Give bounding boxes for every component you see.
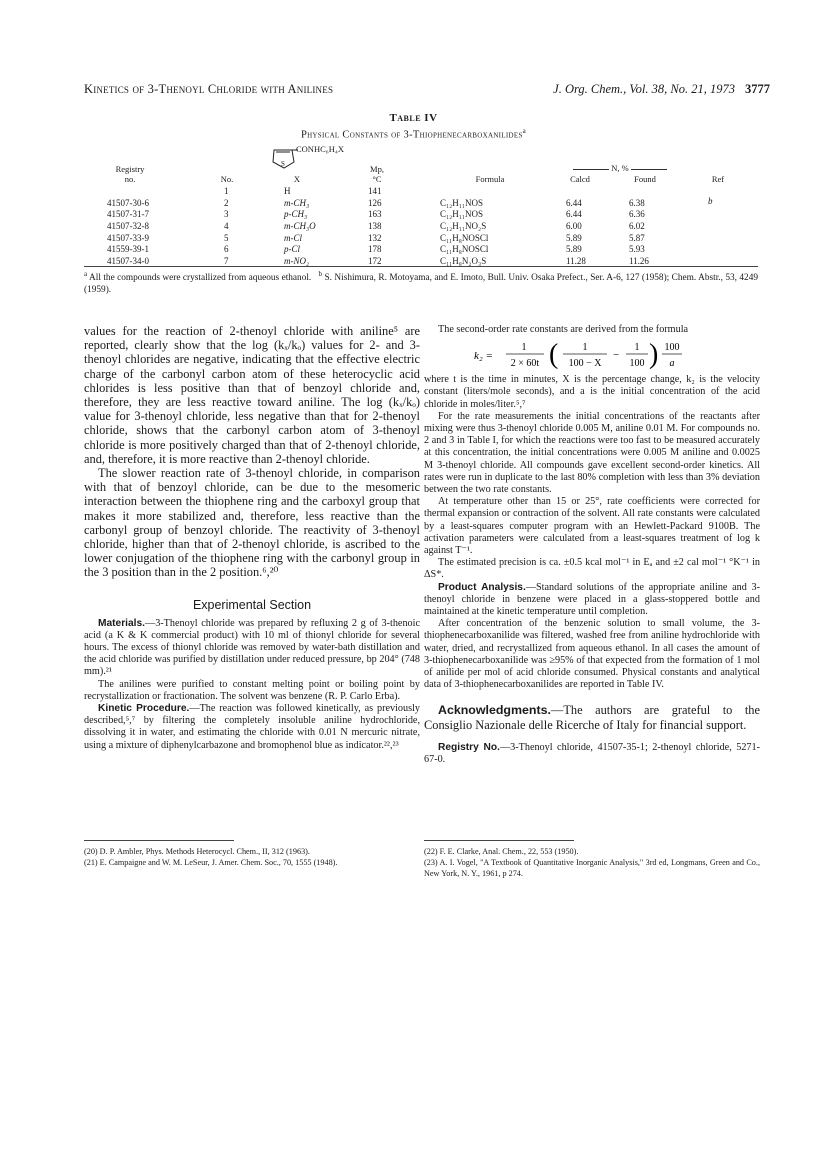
brace-right — [631, 169, 667, 170]
footnote-b-mark: b — [318, 270, 323, 278]
right-footnotes — [424, 840, 760, 879]
product-analysis-paragraph — [424, 582, 760, 619]
cell-mp: 172 — [368, 256, 382, 267]
cell-formula: C₁₁H₈N₂O₃S — [440, 256, 487, 267]
footnote-a: All the compounds were crystallized from aqueous ethanol. — [89, 273, 312, 284]
journal-citation-text: J. Org. Chem., Vol. 38, No. 21, 1973 — [553, 82, 735, 96]
cell-ref: b — [708, 196, 713, 206]
acknowledgments-text: —The authors are grateful to the Consiglio Nazionale delle Ricerche of Italy for financial support. — [424, 703, 760, 732]
table-row — [100, 198, 740, 210]
table-footnotes — [84, 268, 758, 296]
acknowledgments-paragraph — [424, 703, 760, 731]
cell-found: 6.38 — [629, 197, 645, 208]
cell-registry: 41507-31-7 — [107, 209, 149, 220]
cell-registry: 41507-30-6 — [107, 197, 149, 208]
formula-num-4: 100 — [664, 342, 680, 354]
formula-minus: − — [613, 349, 620, 362]
acknowledgments-head: Acknowledgments. — [438, 703, 551, 718]
left-paragraph-2: The slower reaction rate of 3-thenoyl chloride, in comparison with that of benzoyl chloride, can be due to the mesomeric interaction between the thiophene ring and the carboxyl group that makes it more stabilized and, therefore, less reactive than the carbonyl group of benzoyl chloride. The reactivity of 3-thenoyl chloride, higher than that of 2-thenoyl chloride, is ascribed to the lower conjugation of the thiophene ring with the carbonyl group in the 3 position than in the 2 position.⁶,²⁰ — [84, 466, 420, 580]
cell-calcd: 5.89 — [566, 232, 582, 243]
cell-calcd: 6.00 — [566, 221, 582, 232]
right-paragraph-3: For the rate measurements the initial concentrations of the reactants after mixing were thus 3-thenoyl chloride 0.005 M, aniline 0.01 M. For compounds no. 2 and 3 in Table I, for which the reactions were too fast to be measured accurately at this concentration, the initial concentrations were 0.005 M aniline and 0.0025 M 3-thenoyl chloride. All compounds gave excellent second-order kinetics. All rates were run in duplicate to the last 80% completion with less than 3% deviation between the two rate constants. — [424, 410, 760, 496]
cell-no: 2 — [224, 197, 229, 208]
right-paragraph-4: At temperature other than 15 or 25°, rate coefficients were corrected for thermal expansion or contraction of the solvent. All rate constants were calculated by a least-squares computer program with an Hewlett-Packard 9100B. The activation parameters were calculated from a least-squares treatment of log k against T⁻¹. — [424, 496, 760, 557]
product-text: —Standard solutions of the appropriate aniline and 3-thenoyl chloride in benzene were placed in a glass-stoppered bottle and maintained at the kinetic temperature until completion. — [424, 581, 760, 618]
cell-mp: 138 — [368, 221, 382, 232]
cell-formula: C₁₂H₁₁NOS — [440, 197, 484, 208]
running-header — [84, 82, 770, 102]
cell-found: 6.36 — [629, 209, 645, 220]
formula-num-1: 1 — [521, 342, 527, 354]
cell-x: m-Cl — [284, 232, 302, 243]
table-row — [100, 244, 740, 256]
footnote-b: S. Nishimura, R. Motoyama, and E. Imoto, Bull. Univ. Osaka Prefect., Ser. A-6, 127 (1958); Chem. Abstr., 53, 4249 (1959). — [84, 273, 758, 296]
cell-no: 5 — [224, 232, 229, 243]
formula-paren-right: ) — [649, 339, 659, 371]
col-header-x: X — [293, 174, 301, 184]
cell-x: H — [284, 186, 291, 196]
cell-calcd: 6.44 — [566, 209, 582, 220]
cell-mp: 132 — [368, 232, 382, 243]
right-paragraph-1: The second-order rate constants are derived from the formula — [438, 324, 689, 335]
sulfur-atom-label: S — [281, 160, 285, 168]
footnote-a-mark: a — [84, 270, 88, 278]
rate-formula — [424, 336, 760, 374]
table-caption-mark: a — [522, 127, 527, 135]
brace-left — [573, 169, 609, 170]
cell-calcd: 5.89 — [566, 244, 582, 255]
table-row — [100, 209, 740, 221]
col-header-found: Found — [634, 174, 656, 184]
cell-formula: C₁₂H₁₁NO₂S — [440, 221, 487, 232]
col-header-calcd: Calcd — [570, 174, 590, 184]
anilines-paragraph: The anilines were purified to constant melting point or boiling point by recrystallization or fractionation. The solvent was benzene (R. P. Carlo Erba). — [84, 678, 420, 702]
cell-found: 5.87 — [629, 232, 645, 243]
page-number: 3777 — [745, 82, 770, 96]
footnote-rule — [84, 840, 234, 841]
kinetic-head: Kinetic Procedure. — [98, 703, 190, 715]
formula-den-2: 100 − X — [568, 358, 602, 370]
cell-registry: 41559-39-1 — [107, 244, 149, 255]
formula-den-3: 100 — [629, 358, 645, 370]
materials-text: —3-Thenoyl chloride was prepared by refluxing 2 g of 3-thenoic acid (a K & K commercial product) with 10 ml of thionyl chloride for several hours. The excess of thionyl chloride was removed by water-bath distillation and the acid chloride was purified by distillation under reduced pressure, bp 204° (748 mm).²¹ — [84, 617, 420, 678]
table-body — [100, 186, 740, 268]
footnote-rule — [424, 840, 574, 841]
materials-head: Materials. — [98, 617, 145, 629]
product-head: Product Analysis. — [438, 581, 526, 593]
cell-no: 3 — [224, 209, 229, 220]
formula-den-4: a — [669, 358, 675, 370]
cell-formula: C₁₁H₈NOSCl — [440, 232, 489, 243]
footnote-22: (22) F. E. Clarke, Anal. Chem., 22, 553 (1950). — [424, 847, 579, 856]
cell-x: m-NO₂ — [284, 256, 310, 267]
cell-calcd: 6.44 — [566, 197, 582, 208]
col-header-no: No. — [220, 174, 234, 184]
experimental-section-title: Experimental Section — [192, 597, 312, 612]
cell-mp: 178 — [368, 244, 382, 255]
footnote-20: (20) D. P. Ambler, Phys. Methods Heterocycl. Chem., II, 312 (1963). — [84, 847, 310, 856]
cell-no: 4 — [224, 221, 229, 232]
col-header-mp: Mp, °C — [370, 164, 384, 184]
table-title: Table IV — [389, 112, 438, 124]
cell-x: p-Cl — [284, 244, 301, 255]
cell-found: 11.26 — [629, 256, 649, 267]
article-short-title: Kinetics of 3-Thenoyl Chloride with Anilines — [84, 82, 334, 96]
cell-formula: C₁₂H₁₁NOS — [440, 209, 484, 220]
cell-registry: 41507-32-8 — [107, 221, 149, 232]
kinetic-text: —The reaction was followed kinetically, as previously described,⁵,⁷ by filtering the completely insoluble aniline hydrochloride, dissolving it in water, and estimating the chloride with 0.01 N mercuric nitrate, using a mixture of diphenylcarbazone and bromophenol blue as indicator.²²,²³ — [84, 703, 420, 751]
cell-found: 6.02 — [629, 221, 645, 232]
table-row — [100, 221, 740, 233]
rate-formula-drawing — [472, 336, 712, 374]
right-column — [424, 324, 760, 766]
nitrogen-group-label: N, % — [611, 163, 629, 173]
right-paragraph-6: After concentration of the benzenic solution to small volume, the 3-thiophenecarboxanilide was filtered, washed free from aniline hydrochloride with water, dried, and recrystallized from aqueous ethanol. In all cases the amount of 3-thiophenecarboxanilide was ≥95% of that expected from the formation of 1 mol of anilide per mol of acid chloride consumed. Physical constants and analytical data of 3-thiophenecarboxanilides are reported in Table IV. — [424, 618, 760, 691]
formula-num-2: 1 — [582, 342, 588, 354]
formula-paren-left: ( — [549, 339, 559, 371]
formula-num-3: 1 — [634, 342, 640, 354]
cell-no: 1 — [224, 186, 229, 196]
col-header-formula: Formula — [475, 174, 505, 184]
registry-text: —3-Thenoyl chloride, 41507-35-1; 2-thenoyl chloride, 5271-67-0. — [424, 741, 760, 766]
cell-mp: 126 — [368, 197, 382, 208]
cell-formula: C₁₁H₈NOSCl — [440, 244, 489, 255]
left-footnotes — [84, 840, 420, 869]
left-column — [84, 324, 420, 752]
table-caption — [0, 127, 827, 141]
formula-k: k₂ = — [474, 350, 493, 363]
kinetic-paragraph — [84, 703, 420, 752]
cell-found: 5.93 — [629, 244, 645, 255]
cell-x: p-CH₃ — [284, 209, 308, 220]
footnote-23: (23) A. I. Vogel, "A Textbook of Quantitative Inorganic Analysis," 3rd ed, Longmans, Green and Co., New York, N. Y., 1961, p 274. — [424, 857, 760, 878]
cell-x: m-CH₃ — [284, 197, 310, 208]
registry-paragraph — [424, 742, 760, 766]
formula-den-1: 2 × 60t — [510, 358, 540, 370]
cell-registry: 41507-34-0 — [107, 256, 149, 267]
footnote-21: (21) E. Campaigne and W. M. LeSeur, J. Amer. Chem. Soc., 70, 1555 (1948). — [84, 857, 338, 867]
cell-mp: 163 — [368, 209, 382, 220]
right-paragraph-5: The estimated precision is ca. ±0.5 kcal mol⁻¹ in Eₐ and ±2 cal mol⁻¹ °K⁻¹ in ΔS*. — [424, 557, 760, 581]
substituent-label: CONHC₆H₄X — [296, 144, 344, 154]
cell-mp: 141 — [368, 186, 382, 196]
cell-calcd: 11.28 — [566, 256, 586, 267]
col-header-ref: Ref — [711, 174, 725, 184]
cell-x: m-CH₃O — [284, 221, 316, 232]
journal-citation — [553, 82, 770, 97]
left-paragraph-1: values for the reaction of 2-thenoyl chloride with aniline⁵ are reported, clearly show that the log (kₓ/kₒ) values for 2- and 3-thenoyl chlorides are negative, indicating that the effective electric charge of the carbonyl carbon atom of these heterocyclic acid chlorides is less positive than that of benzoyl chloride and, therefore, they are less reactive toward aniline. The log (kₓ/kₒ) value for 3-thenoyl chloride, less negative than that for 2-thenoyl chloride, shows that the carbonyl carbon atom of 3-thenoyl chloride is more positively charged than that of 2-thenoyl chloride, and, therefore, it is more reactive than 2-thenoyl chloride. — [84, 324, 420, 466]
table-bottom-rule — [84, 266, 758, 267]
table-row — [100, 233, 740, 245]
col-header-nitrogen-group — [565, 163, 675, 173]
right-paragraph-2: where t is the time in minutes, X is the percentage change, k₂ is the velocity constant (liters/mole seconds), and a is the initial concentration of the acid chloride in moles/liter.⁵,⁷ — [424, 374, 760, 410]
cell-no: 6 — [224, 244, 229, 255]
table-caption-text: Physical Constants of 3-Thiophenecarboxanilides — [300, 129, 523, 141]
thiophene-structure — [270, 142, 370, 176]
col-header-registry: Registry no. — [115, 164, 145, 184]
cell-registry: 41507-33-9 — [107, 232, 149, 243]
registry-head: Registry No. — [438, 741, 500, 753]
cell-no: 7 — [224, 256, 229, 267]
materials-paragraph — [84, 618, 420, 679]
